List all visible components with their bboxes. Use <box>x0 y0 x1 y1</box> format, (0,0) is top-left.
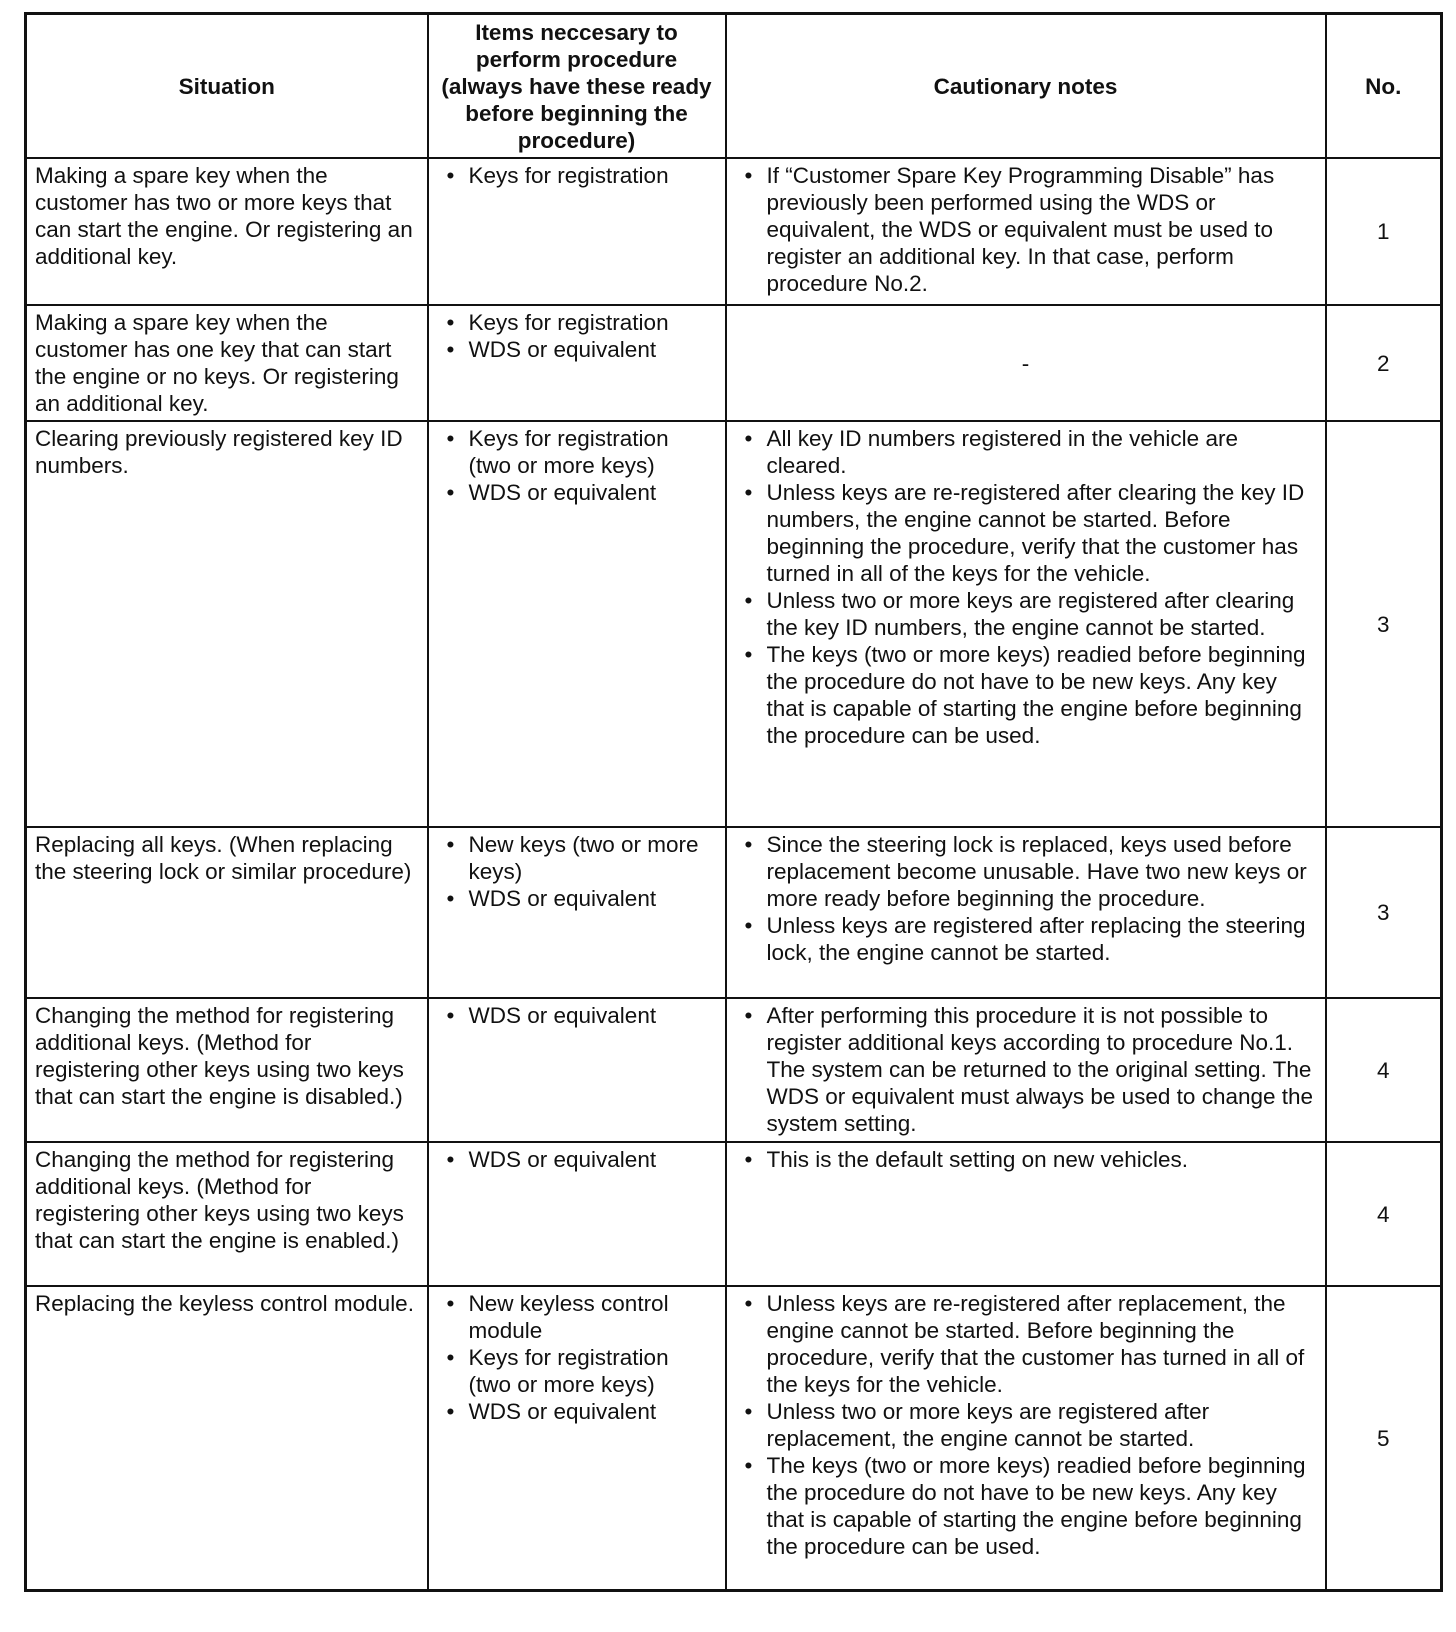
list-item: • Unless two or more keys are registered after clearing the key ID numbers, the engine cannot be started. <box>735 587 1317 641</box>
situation-cell: Making a spare key when the customer has two or more keys that can start the engine. Or registering an additional key. <box>26 158 428 305</box>
procedure-number: 1 <box>1326 158 1442 305</box>
header-no: No. <box>1326 14 1442 159</box>
header-situation: Situation <box>26 14 428 159</box>
table-row <box>26 827 1442 998</box>
notes-cell <box>726 158 1326 305</box>
list-item: • Keys for registration <box>437 162 717 189</box>
situation-cell: Changing the method for registering additional keys. (Method for registering other keys using two keys that can start the engine is enabled.) <box>26 1142 428 1286</box>
table-row <box>26 1142 1442 1286</box>
table-row <box>26 1286 1442 1591</box>
list-item: • WDS or equivalent <box>437 336 717 363</box>
procedure-number: 5 <box>1326 1286 1442 1591</box>
procedure-number: 3 <box>1326 827 1442 998</box>
list-item: • Unless keys are registered after replacing the steering lock, the engine cannot be started. <box>735 912 1317 966</box>
procedure-number: 3 <box>1326 421 1442 827</box>
key-registration-table-wrapper <box>24 12 1440 1592</box>
table-row <box>26 421 1442 827</box>
situation-cell: Making a spare key when the customer has one key that can start the engine or no keys. Or registering an additional key. <box>26 305 428 421</box>
header-items: Items neccesary to perform procedure (always have these ready before beginning the procedure) <box>428 14 726 159</box>
list-item: • Unless two or more keys are registered after replacement, the engine cannot be started. <box>735 1398 1317 1452</box>
items-cell <box>428 1286 726 1591</box>
list-item: • All key ID numbers registered in the vehicle are cleared. <box>735 425 1317 479</box>
table-row <box>26 998 1442 1142</box>
list-item: • Keys for registration (two or more keys) <box>437 425 717 479</box>
list-item: • WDS or equivalent <box>437 1146 717 1173</box>
notes-cell <box>726 827 1326 998</box>
list-item: • New keys (two or more keys) <box>437 831 717 885</box>
table-row <box>26 158 1442 305</box>
situation-cell: Clearing previously registered key ID numbers. <box>26 421 428 827</box>
list-item: • Keys for registration (two or more keys) <box>437 1344 717 1398</box>
items-list <box>437 831 717 912</box>
items-list <box>437 162 717 189</box>
list-item: • New keyless control module <box>437 1290 717 1344</box>
items-cell <box>428 1142 726 1286</box>
notes-cell <box>726 998 1326 1142</box>
list-item: • Unless keys are re-registered after clearing the key ID numbers, the engine cannot be started. Before beginning the procedure, verify that the customer has turned in all of the keys for the vehicle. <box>735 479 1317 587</box>
notes-list <box>735 1290 1317 1560</box>
items-list <box>437 1146 717 1173</box>
procedure-number: 4 <box>1326 1142 1442 1286</box>
list-item: • Keys for registration <box>437 309 717 336</box>
list-item: • Since the steering lock is replaced, keys used before replacement become unusable. Have two new keys or more ready before beginning the procedure. <box>735 831 1317 912</box>
notes-list <box>735 831 1317 966</box>
table-row <box>26 305 1442 421</box>
notes-list <box>735 1146 1317 1173</box>
header-notes: Cautionary notes <box>726 14 1326 159</box>
list-item: • The keys (two or more keys) readied before beginning the procedure do not have to be new keys. Any key that is capable of starting the engine before beginning the procedure can be used. <box>735 1452 1317 1560</box>
items-cell <box>428 158 726 305</box>
list-item: • WDS or equivalent <box>437 1002 717 1029</box>
notes-cell <box>726 1286 1326 1591</box>
list-item: • If “Customer Spare Key Programming Disable” has previously been performed using the WDS or equivalent, the WDS or equivalent must be used to register an additional key. In that case, perform procedure No.2. <box>735 162 1317 297</box>
notes-list <box>735 1002 1317 1137</box>
list-item: • The keys (two or more keys) readied before beginning the procedure do not have to be new keys. Any key that is capable of starting the engine before beginning the procedure can be used. <box>735 641 1317 749</box>
items-cell <box>428 421 726 827</box>
items-list <box>437 425 717 506</box>
items-cell <box>428 998 726 1142</box>
notes-cell <box>726 1142 1326 1286</box>
procedure-number: 2 <box>1326 305 1442 421</box>
procedure-number: 4 <box>1326 998 1442 1142</box>
list-item: • Unless keys are re-registered after replacement, the engine cannot be started. Before beginning the procedure, verify that the customer has turned in all of the keys for the vehicle. <box>735 1290 1317 1398</box>
notes-list <box>735 162 1317 297</box>
notes-cell <box>726 421 1326 827</box>
items-list <box>437 1002 717 1029</box>
items-cell <box>428 827 726 998</box>
header-row <box>26 14 1442 159</box>
list-item: • This is the default setting on new vehicles. <box>735 1146 1317 1173</box>
list-item: • WDS or equivalent <box>437 479 717 506</box>
key-registration-table <box>24 12 1443 1592</box>
items-cell <box>428 305 726 421</box>
notes-list <box>735 425 1317 749</box>
list-item: • WDS or equivalent <box>437 885 717 912</box>
items-list <box>437 309 717 363</box>
situation-cell: Replacing the keyless control module. <box>26 1286 428 1591</box>
situation-cell: Replacing all keys. (When replacing the steering lock or similar procedure) <box>26 827 428 998</box>
notes-cell: - <box>726 305 1326 421</box>
list-item: • WDS or equivalent <box>437 1398 717 1425</box>
list-item: • After performing this procedure it is not possible to register additional keys according to procedure No.1. The system can be returned to the original setting. The WDS or equivalent must always be used to change the system setting. <box>735 1002 1317 1137</box>
items-list <box>437 1290 717 1425</box>
situation-cell: Changing the method for registering additional keys. (Method for registering other keys using two keys that can start the engine is disabled.) <box>26 998 428 1142</box>
